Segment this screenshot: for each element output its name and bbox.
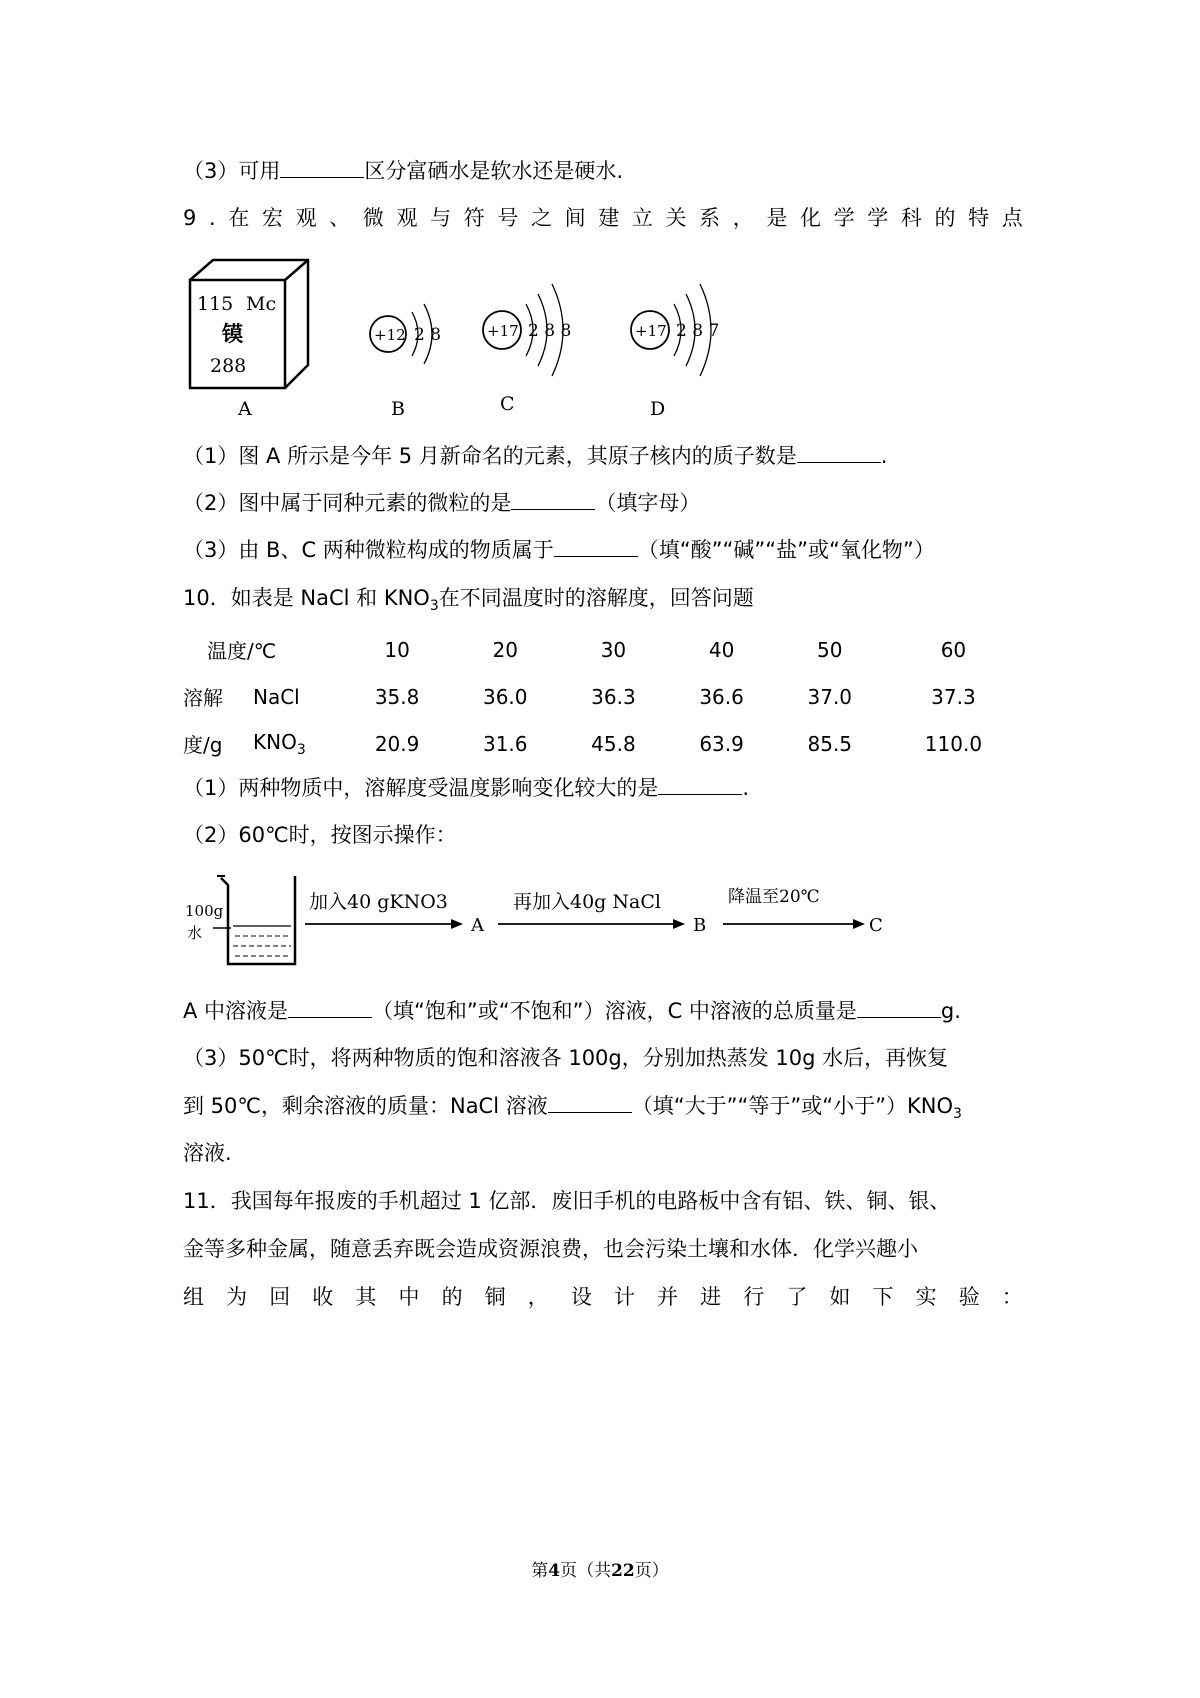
table-header-row: 温度/℃ 10 20 30 40 50 60 bbox=[207, 637, 967, 663]
page-footer: 第4页（共22页） bbox=[531, 1561, 669, 1581]
svg-text:+12: +12 bbox=[374, 326, 406, 344]
water-label: 100g bbox=[185, 902, 224, 920]
spread-char: . bbox=[209, 206, 216, 230]
spread-char: 并 bbox=[657, 1285, 679, 1309]
spread-char: 号 bbox=[497, 206, 519, 230]
spread-char: ， bbox=[527, 1285, 549, 1309]
answer-blank[interactable] bbox=[280, 155, 364, 178]
flow-A: A bbox=[471, 915, 484, 936]
element-card-A bbox=[190, 260, 308, 420]
spread-char: ， bbox=[732, 206, 754, 230]
svg-text:+17: +17 bbox=[635, 322, 667, 340]
spread-char: 是 bbox=[766, 206, 788, 230]
spread-char: 观 bbox=[295, 206, 317, 230]
label-D: D bbox=[650, 398, 666, 420]
step1-label: 加入40 gKNO3 bbox=[309, 891, 448, 913]
spread-char: 验 bbox=[958, 1285, 980, 1309]
answer-blank[interactable] bbox=[658, 772, 742, 795]
step2-label: 再加入40g NaCl bbox=[513, 891, 661, 913]
label-A: A bbox=[238, 398, 252, 420]
spread-char: 符 bbox=[463, 206, 485, 230]
spread-char: 其 bbox=[355, 1285, 377, 1309]
spread-char: 计 bbox=[613, 1285, 635, 1309]
flow-B: B bbox=[693, 915, 707, 936]
svg-text:+17: +17 bbox=[487, 322, 519, 340]
answer-blank[interactable] bbox=[511, 487, 595, 510]
atom-diagram-B bbox=[370, 304, 441, 420]
spread-char: 了 bbox=[786, 1285, 808, 1309]
spread-char: 学 bbox=[833, 206, 855, 230]
q9-sub3: （3）由 B、C 两种微粒构成的物质属于 （填“酸”“碱”“盐”或“氧化物”） bbox=[183, 534, 935, 565]
spread-char: 下 bbox=[872, 1285, 894, 1309]
spread-char: 间 bbox=[564, 206, 586, 230]
spread-char: 的 bbox=[934, 206, 956, 230]
q8-sub3: （3）可用 区分富硒水是软水还是硬水. bbox=[183, 155, 623, 186]
spread-char: 系 bbox=[699, 206, 721, 230]
spread-char: 点 bbox=[1001, 206, 1023, 230]
spread-char: 学 bbox=[867, 206, 889, 230]
spread-char: 实 bbox=[915, 1285, 937, 1309]
q10-answer-line: A 中溶液是 （填“饱和”或“不饱和”）溶液，C 中溶液的总质量是 g. bbox=[183, 995, 961, 1026]
spread-char: 进 bbox=[700, 1285, 722, 1309]
svg-text:2 8 8: 2 8 8 bbox=[528, 321, 572, 341]
beaker-icon bbox=[213, 876, 295, 964]
q10-sub3-line2: 到 50℃，剩余溶液的质量：NaCl 溶液 （填“大于”“等于”或“小于$”)KNO_3$ bbox=[183, 1090, 962, 1129]
spread-char: 如 bbox=[829, 1285, 851, 1309]
q9-stem bbox=[183, 203, 1023, 233]
q9-sub1: （1）图 A 所示是今年 5 月新命名的元素，其原子核内的质子数是 . bbox=[183, 440, 887, 471]
spread-char: 为 bbox=[226, 1285, 248, 1309]
answer-blank[interactable] bbox=[554, 534, 638, 557]
answer-blank[interactable] bbox=[548, 1090, 632, 1113]
spread-char: 化 bbox=[799, 206, 821, 230]
answer-blank[interactable] bbox=[288, 995, 372, 1018]
q9-sub2: （2）图中属于同种元素的微粒的是 （填字母） bbox=[183, 487, 700, 518]
spread-char: 之 bbox=[530, 206, 552, 230]
arrow-right-icon bbox=[451, 919, 463, 929]
spread-char: 回 bbox=[269, 1285, 291, 1309]
spread-char: 立 bbox=[631, 206, 653, 230]
q9-figure bbox=[180, 250, 800, 420]
spread-char: 的 bbox=[441, 1285, 463, 1309]
q10-stem: 10．如表是 NaCl 和 $KNO_3$在不同温度时的溶解度，回答问题 bbox=[183, 586, 754, 615]
q10-sub3-line3: 溶液. bbox=[183, 1141, 232, 1165]
spread-char: 设 bbox=[570, 1285, 592, 1309]
spread-char: 关 bbox=[665, 206, 687, 230]
q10-sub2: （2）60℃时，按图示操作： bbox=[183, 823, 457, 847]
spread-char: 与 bbox=[430, 206, 452, 230]
spread-char: 科 bbox=[900, 206, 922, 230]
svg-text:2 8 7: 2 8 7 bbox=[676, 321, 720, 341]
answer-blank[interactable] bbox=[857, 995, 941, 1018]
spread-char: 建 bbox=[598, 206, 620, 230]
label-B: B bbox=[391, 398, 405, 420]
spread-char: 观 bbox=[396, 206, 418, 230]
answer-blank[interactable] bbox=[797, 440, 881, 463]
element-mass: 288 bbox=[210, 355, 247, 377]
q11-line2: 金等多种金属，随意丢弃既会造成资源浪费，也会污染土壤和水体．化学兴趣小 bbox=[183, 1237, 918, 1261]
spread-char: 中 bbox=[398, 1285, 420, 1309]
spread-char: 收 bbox=[312, 1285, 334, 1309]
spread-char: 微 bbox=[362, 206, 384, 230]
water-label-2: 水 bbox=[187, 924, 203, 942]
q10-sub1: （1）两种物质中，溶解度受温度影响变化较大的是 . bbox=[183, 772, 749, 803]
arrow-right-icon bbox=[853, 919, 865, 929]
table-row-nacl: 溶解 NaCl 35.8 36.0 36.3 36.6 37.0 37.3 bbox=[183, 684, 976, 710]
spread-char: 行 bbox=[743, 1285, 765, 1309]
q10-sub3-line1: （3）50℃时，将两种物质的饱和溶液各 100g，分别加热蒸发 10g 水后，再恢复 bbox=[183, 1046, 949, 1070]
arrow-right-icon bbox=[673, 919, 685, 929]
table-row-kno3: 度/g $KNO_3$ 20.9 31.6 45.8 63.9 85.5 110.0 bbox=[183, 729, 983, 758]
spread-char: 、 bbox=[329, 206, 351, 230]
element-symbol: Mc bbox=[246, 293, 277, 315]
flow-C: C bbox=[869, 915, 883, 936]
solubility-table bbox=[183, 626, 1023, 767]
atom-diagram-D bbox=[631, 284, 719, 420]
spread-char: 铜 bbox=[484, 1285, 506, 1309]
spread-char: 宏 bbox=[261, 206, 283, 230]
atom-diagram-C bbox=[483, 284, 571, 415]
spread-char: 9 bbox=[183, 206, 197, 230]
element-name: 镆 bbox=[222, 321, 243, 346]
svg-text:2 8: 2 8 bbox=[414, 325, 442, 345]
q11-line1: 11．我国每年报废的手机超过 1 亿部．废旧手机的电路板中含有铝、铁、铜、银、 bbox=[183, 1189, 951, 1213]
spread-char: ： bbox=[1001, 1285, 1023, 1309]
procedure-flow-diagram bbox=[183, 866, 903, 976]
element-number: 115 bbox=[197, 293, 234, 315]
spread-char: 特 bbox=[968, 206, 990, 230]
label-C: C bbox=[500, 393, 515, 415]
spread-char: 组 bbox=[183, 1285, 204, 1309]
spread-char: 在 bbox=[228, 206, 250, 230]
step3-label: 降温至20℃ bbox=[728, 887, 820, 907]
q11-line3 bbox=[183, 1282, 1023, 1312]
